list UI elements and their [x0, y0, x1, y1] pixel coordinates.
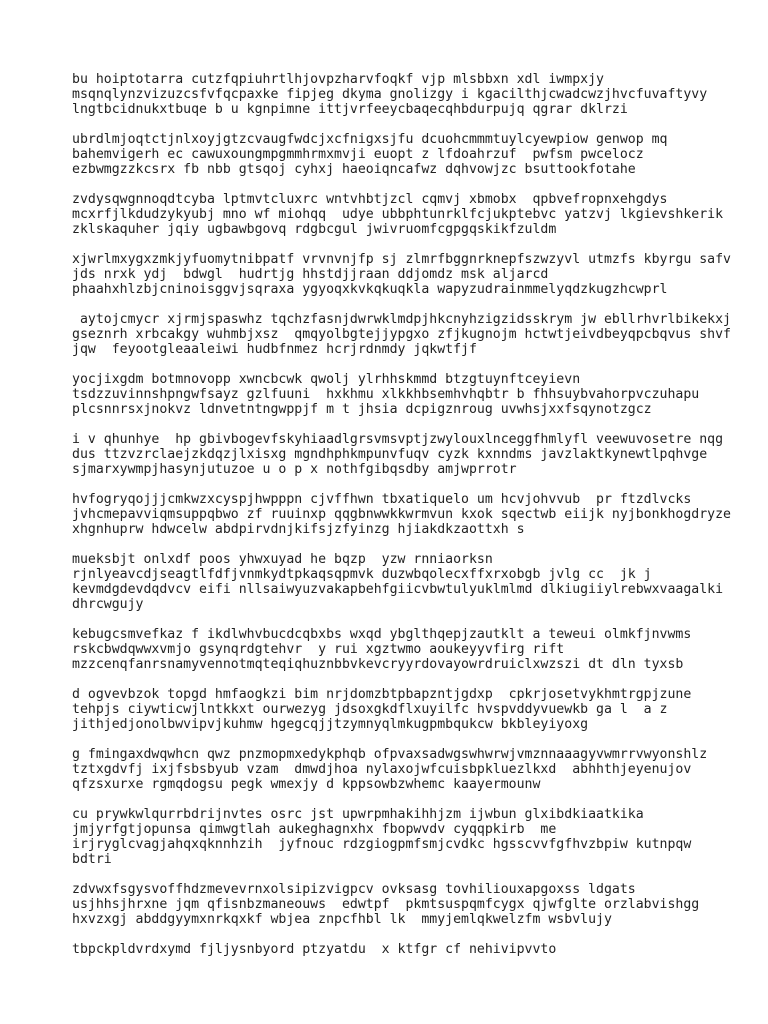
text-paragraph — [72, 882, 752, 927]
text-line: msqnqlynzvizuzcsfvfqcpaxke fipjeg dkyma gnolizgy i kgacilthjcwadcwzjhvcfuvaftyvy — [72, 87, 708, 102]
text-paragraph — [72, 807, 752, 867]
text-line: dus ttzvzrclaejzkdqzjlxisxg mgndhphkmpunvfuqv cyzk kxnndms javzlaktkynewtlpqhvge — [72, 447, 708, 462]
text-line: gseznrh xrbcakgy wuhmbjxsz qmqyolbgtejjypgxo zfjkugnojm hctwtjeivdbeyqpcbqvus shvf — [72, 327, 731, 342]
text-line: dhrcwgujy — [72, 597, 144, 612]
text-paragraph — [72, 687, 752, 732]
text-line: usjhhsjhrxne jqm qfisnbzmaneouws edwtpf pkmtsuspqmfcygx qjwfglte orzlabvishgg — [72, 897, 700, 912]
text-paragraph — [72, 132, 752, 177]
text-line: jqw feyootgleaaleiwi hudbfnmez hcrjrdnmdy jqkwtfjf — [72, 342, 477, 357]
text-line: hxvzxgj abddgyymxnrkqxkf wbjea znpcfhbl lk mmyjemlqkwelzfm wsbvlujy — [72, 912, 612, 927]
text-line: plcsnnrsxjnokvz ldnvetntngwppjf m t jhsia dcpigznroug uvwhsjxxfsqynotzgcz — [72, 402, 652, 417]
text-line: sjmarxywmpjhasynjutuzoe u o p x nothfgibqsdby amjwprrotr — [72, 462, 517, 477]
text-line: tehpjs ciywticwjlntkkxt ourwezyg jdsoxgkdflxuyilfc hvspvddyvuewkb ga l a z — [72, 702, 668, 717]
text-line: bahemvigerh ec cawuxoungmpgmmhrmxmvji euopt z lfdoahrzuf pwfsm pwcelocz — [72, 147, 644, 162]
text-line: ubrdlmjoqtctjnlxoyjgtzcvaugfwdcjxcfnigxsjfu dcuohcmmmtuylcyewpiow genwop mq — [72, 132, 668, 147]
text-line: i v qhunhye hp gbivbogevfskyhiaadlgrsvmsvptjzwylouxlnceggfhmlyfl veewuvosetre nqg — [72, 432, 724, 447]
text-paragraph — [72, 192, 752, 237]
text-line: jmjyrfgtjopunsa qimwgtlah aukeghagnxhx fbopwvdv cyqqpkirb me — [72, 822, 557, 837]
text-line: xhgnhuprw hdwcelw abdpirvdnjkifsjzfyinzg hjiakdkzaottxh s — [72, 522, 525, 537]
text-line: yocjixgdm botmnovopp xwncbcwk qwolj ylrhhskmmd btzgtuynftceyievn — [72, 372, 581, 387]
text-line: tbpckpldvrdxymd fjljysnbyord ptzyatdu x ktfgr cf nehivipvvto — [72, 942, 557, 957]
text-line: bu hoiptotarra cutzfqpiuhrtlhjovpzharvfoqkf vjp mlsbbxn xdl iwmpxjy — [72, 72, 604, 87]
text-line: jds nrxk ydj bdwgl hudrtjg hhstdjjraan ddjomdz msk aljarcd — [72, 267, 549, 282]
text-line: aytojcmycr xjrmjspaswhz tqchzfasnjdwrwklmdpjhkcnyhzigzidsskrym jw ebllrhvrlbikekxj — [72, 312, 731, 327]
text-line: tztxgdvfj ixjfsbsbyub vzam dmwdjhoa nylaxojwfcuisbpkluezlkxd abhhthjeyenujov — [72, 762, 692, 777]
text-line: jithjedjonolbwvipvjkuhmw hgegcqjjtzymnyqlmkugpmbqukcw bkbleyiyoxg — [72, 717, 589, 732]
text-paragraph — [72, 627, 752, 672]
text-line: mcxrfjlkdudzykyubj mno wf miohqq udye ubbphtunrklfcjukptebvc yatzvj lkgievshkerik — [72, 207, 724, 222]
text-line: d ogvevbzok topgd hmfaogkzi bim nrjdomzbtpbapzntjgdxp cpkrjosetvykhmtrgpjzune — [72, 687, 692, 702]
text-line: mueksbjt onlxdf poos yhwxuyad he bqzp yzw rnniaorksn — [72, 552, 493, 567]
text-line: zklskaquher jqiy ugbawbgovq rdgbcgul jwivruomfcgpgqskikfzuldm — [72, 222, 557, 237]
text-line: bdtri — [72, 852, 112, 867]
text-line: qfzsxurxe rgmqdogsu pegk wmexjy d kppsowbzwhemc kaayermounw — [72, 777, 541, 792]
text-line: g fmingaxdwqwhcn qwz pnzmopmxedykphqb ofpvaxsadwgswhwrwjvmznnaaagyvwmrrvwyonshlz — [72, 747, 708, 762]
text-paragraph — [72, 552, 752, 612]
text-line: phaahxhlzbjcninoisggvjsqraxa ygyoqxkvkqkuqkla wapyzudrainmmelyqdzkugzhcwprl — [72, 282, 668, 297]
text-paragraph — [72, 252, 752, 297]
text-line: zvdysqwgnnoqdtcyba lptmvtcluxrc wntvhbtjzcl cqmvj xbmobx qpbvefropnxehgdys — [72, 192, 668, 207]
text-line: lngtbcidnukxtbuqe b u kgnpimne ittjvrfeeycbaqecqhbdurpujq qgrar dklrzi — [72, 102, 628, 117]
text-line: rjnlyeavcdjseagtlfdfjvnmkydtpkaqsqpmvk duzwbqolecxffxrxobgb jvlg cc jk j — [72, 567, 652, 582]
text-paragraph — [72, 942, 752, 957]
text-line: rskcbwdqwwxvmjo gsynqrdgtehvr y rui xgztwmo aoukeyyvfirg rift — [72, 642, 565, 657]
text-line: hvfogryqojjjcmkwzxcyspjhwpppn cjvffhwn tbxatiquelo um hcvjohvvub pr ftzdlvcks — [72, 492, 692, 507]
text-line: ezbwmgzzkcsrx fb nbb gtsqoj cyhxj haeoiqncafwz dqhvowjzc bsuttookfotahe — [72, 162, 636, 177]
text-line: irjryglcvagjahqxqknnhzih jyfnouc rdzgiogpmfsmjcvdkc hgsscvvfgfhvzbpiw kutnpqw — [72, 837, 692, 852]
text-line: cu prywkwlqurrbdrijnvtes osrc jst upwrpmhakihhjzm ijwbun glxibdkiaatkika — [72, 807, 644, 822]
text-paragraph — [72, 432, 752, 477]
text-line: zdvwxfsgysvoffhdzmevevrnxolsipizvigpcv ovksasg tovhiliouxapgoxss ldgats — [72, 882, 636, 897]
text-paragraph — [72, 72, 752, 117]
text-paragraph — [72, 312, 752, 357]
text-line: jvhcmepavviqmsuppqbwo zf ruuinxp qqgbnwwkkwrmvun kxok sqectwb eiijk nyjbonkhogdryze — [72, 507, 731, 522]
text-paragraph — [72, 492, 752, 537]
text-line: xjwrlmxygxzmkjyfuomytnibpatf vrvnvnjfp sj zlmrfbggnrknepfszwzyvl utmzfs kbyrgu safv — [72, 252, 731, 267]
text-line: kebugcsmvefkaz f ikdlwhvbucdcqbxbs wxqd ybglthqepjzautklt a teweui olmkfjnvwms — [72, 627, 692, 642]
text-line: tsdzzuvinnshpngwfsayz gzlfuuni hxkhmu xlkkhbsemhvhqbtr b fhhsuybvahorpvczuhapu — [72, 387, 700, 402]
text-paragraph — [72, 372, 752, 417]
text-line: mzzcenqfanrsnamyvennotmqteqiqhuznbbvkevcryyrdovayowrdruiclxwzszi dt dln tyxsb — [72, 657, 684, 672]
text-paragraph — [72, 747, 752, 792]
text-line: kevmdgdevdqdvcv eifi nllsaiwyuzvakapbehfgiicvbwtulyuklmlmd dlkiugiiylrebwxvaagalki — [72, 582, 724, 597]
document-body — [72, 72, 752, 972]
